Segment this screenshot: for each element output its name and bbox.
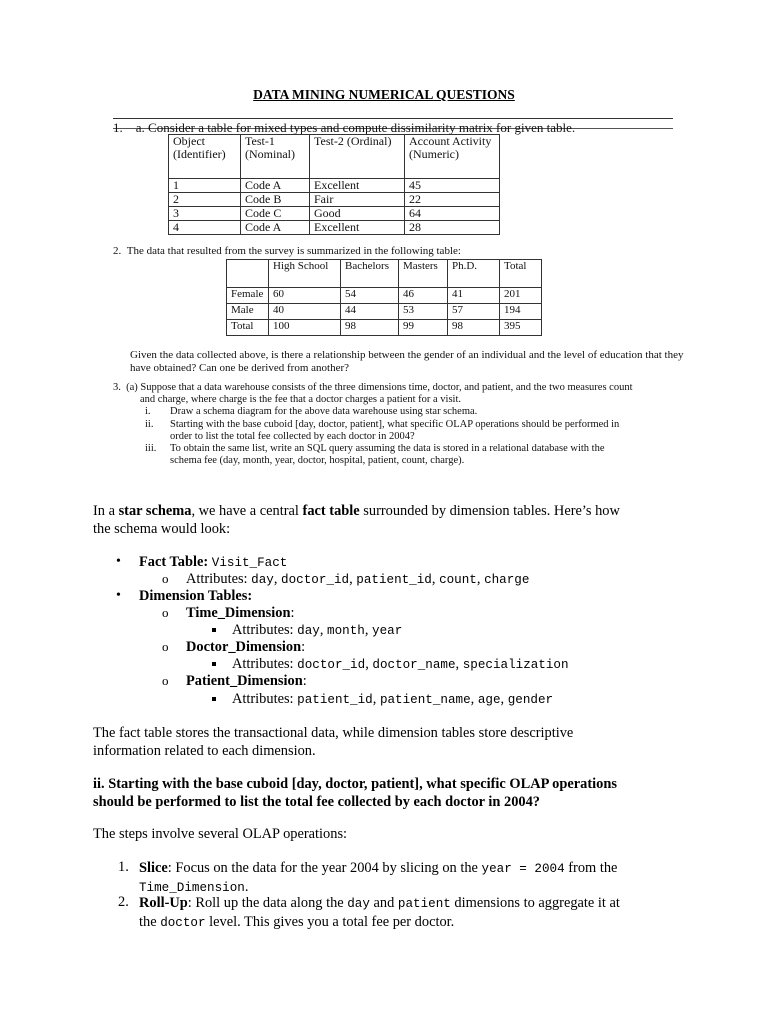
table-row: Female 60 54 46 41 201 (227, 288, 542, 304)
table-row: 4 Code A Excellent 28 (169, 221, 500, 235)
question-2: 2. The data that resulted from the survey is summarized in the following table: (113, 245, 461, 257)
fact-table-paragraph: The fact table stores the transactional data, while dimension tables store descriptive information related to each dimension. (93, 725, 574, 759)
bullet-disc-icon: • (116, 588, 121, 603)
scan-top-rule (113, 118, 673, 119)
table-header: Object (Identifier) (169, 135, 241, 179)
intro-paragraph: In a star schema, we have a central fact table surrounded by dimension tables. Here’s how the schema would look: (93, 503, 620, 537)
question-3-line: 3. (a) Suppose that a data warehouse consists of the three dimensions time, doctor, and patient, and the two measures count (113, 382, 633, 393)
question-3-item: schema fee (day, month, year, doctor, hospital, patient, count, charge). (170, 455, 465, 467)
table-header (227, 260, 269, 288)
question-3-item: i. Draw a schema diagram for the above data warehouse using star schema. (145, 406, 478, 418)
bullet-circle-icon: o (162, 639, 169, 654)
table-row: Male 40 44 53 57 194 (227, 304, 542, 320)
step-roll-up: Roll-Up: Roll up the data along the day and patient dimensions to aggregate it at the doctor level. This gives you a total fee per doctor. (139, 895, 620, 930)
list-item-time-dimension: Time_Dimension: (186, 605, 295, 621)
list-item-doctor-attributes: Attributes: doctor_id, doctor_name, specialization (232, 656, 569, 672)
mixed-types-table (168, 134, 500, 235)
step-slice: Slice: Focus on the data for the year 2004 by slicing on the year = 2004 from the Time_Dimension. (139, 860, 618, 895)
question-3-line: and charge, where charge is the fee that a doctor charges a patient for a visit. (140, 394, 461, 406)
question-2-text: Given the data collected above, is there a relationship between the gender of an individual and the level of education that they have obtained? Can one be derived from another? (130, 349, 684, 374)
table-row: 1 Code A Excellent 45 (169, 179, 500, 193)
question-ii-heading: ii. Starting with the base cuboid [day, doctor, patient], what specific OLAP operations should be performed to list the total fee collected by each doctor in 2004? (93, 776, 617, 810)
bullet-square-icon (212, 697, 216, 701)
bullet-circle-icon: o (162, 673, 169, 688)
step-number: 1. (118, 859, 129, 875)
survey-table (226, 259, 542, 336)
table-header: Test-2 (Ordinal) (310, 135, 405, 179)
question-3-item: order to list the total fee collected by each doctor in 2004? (170, 430, 415, 442)
bullet-disc-icon: • (116, 554, 121, 569)
list-item-patient-dimension: Patient_Dimension: (186, 673, 307, 689)
list-item-time-attributes: Attributes: day, month, year (232, 622, 403, 638)
question-3-item: iii. To obtain the same list, write an SQL query assuming the data is stored in a relational database with the (145, 443, 605, 455)
bullet-square-icon (212, 628, 216, 632)
list-item-fact-table: Fact Table: Visit_Fact (139, 554, 288, 570)
table-header: Ph.D. (448, 260, 500, 288)
table-header: Test-1 (Nominal) (241, 135, 310, 179)
question-3 (113, 382, 673, 467)
steps-intro: The steps involve several OLAP operations: (93, 826, 348, 842)
table-header: High School (269, 260, 341, 288)
table-row: 3 Code C Good 64 (169, 207, 500, 221)
list-item-fact-attributes: Attributes: day, doctor_id, patient_id, count, charge (186, 571, 530, 587)
table-row: Total 100 98 99 98 395 (227, 320, 542, 336)
question-3-item: ii. Starting with the base cuboid [day, doctor, patient], what specific OLAP operations should be performed in (145, 418, 620, 430)
step-number: 2. (118, 894, 129, 910)
table-header: Account Activity (Numeric) (405, 135, 500, 179)
bullet-square-icon (212, 662, 216, 666)
bullet-circle-icon: o (162, 571, 169, 586)
list-item-doctor-dimension: Doctor_Dimension: (186, 639, 306, 655)
table-header: Total (500, 260, 542, 288)
table-header: Bachelors (341, 260, 399, 288)
table-header: Masters (399, 260, 448, 288)
table-row: 2 Code B Fair 22 (169, 193, 500, 207)
list-item-patient-attributes: Attributes: patient_id, patient_name, age, gender (232, 691, 554, 707)
bullet-circle-icon: o (162, 605, 169, 620)
list-item-dimension-tables: Dimension Tables: (139, 588, 253, 604)
page-title: DATA MINING NUMERICAL QUESTIONS (253, 87, 515, 102)
question-1: 1. a. Consider a table for mixed types and compute dissimilarity matrix for given table. (113, 120, 576, 135)
